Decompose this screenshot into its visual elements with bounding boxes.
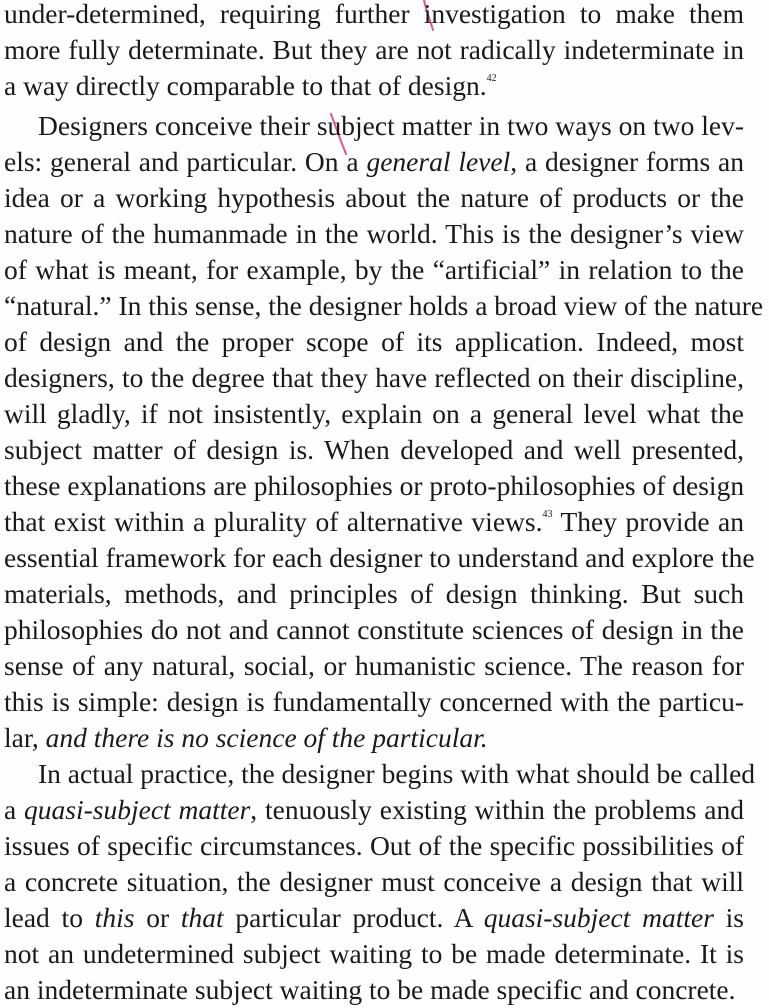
italic-phrase: quasi-subject matter [24,794,251,825]
text-run: this is simple: design is fundamentally concerned with the particu- [4,686,744,717]
text-line [4,792,744,828]
footnote-marker: 42 [486,73,497,84]
text-run: more fully determinate. But they are not radically indeterminate in [4,34,744,65]
text-line [38,756,756,792]
text-line [4,68,744,104]
text-line [4,972,744,1008]
text-line [4,828,744,864]
text-line [4,504,744,540]
text-run: of design and the proper scope of its application. Indeed, most [4,326,744,357]
text-run: or [134,902,181,933]
text-line [4,468,744,504]
text-line [4,396,744,432]
text-line [4,576,744,612]
text-run: issues of specific circumstances. Out of the specific possibilities of [4,830,744,861]
text-line [4,324,744,360]
text-run: essential framework for each designer to understand and explore the [4,542,755,573]
text-line [38,108,744,144]
text-run: materials, methods, and principles of design thinking. But such [4,578,744,609]
italic-phrase: and there is no science of the particular. [45,722,488,753]
text-run: a concrete situation, the designer must conceive a design that will [4,866,744,897]
text-line [4,180,744,216]
text-run: lar, [4,722,46,753]
text-run: lead to [4,902,95,933]
text-run: not an undetermined subject waiting to be made determinate. It is [4,938,744,969]
text-run: They provide an [552,506,744,537]
italic-phrase: quasi-subject matter [483,902,714,933]
text-run: Designers conceive their subject matter in two ways on two lev- [38,110,744,141]
italic-phrase: general level [366,146,511,177]
text-line [4,864,744,900]
text-line [4,360,744,396]
text-run: an indeterminate subject waiting to be made specific and concrete. [4,974,736,1005]
text-run: In actual practice, the designer begins with what should be called [38,758,756,789]
text-run: , a designer forms an [510,146,745,177]
text-line [4,0,744,32]
italic-phrase: that [180,902,224,933]
text-run: “natural.” In this sense, the designer holds a broad view of the nature [4,290,764,321]
text-run: nature of the humanmade in the world. This is the designer’s view [4,218,744,249]
text-run: sense of any natural, social, or humanistic science. The reason for [4,650,744,681]
text-run: , tenuously existing within the problems and [250,794,744,825]
text-run: that exist within a plurality of alternative views. [4,506,543,537]
text-line [4,900,744,936]
text-line [4,684,744,720]
text-line [4,648,744,684]
text-line [4,720,744,756]
text-line [4,432,744,468]
text-run: designers, to the degree that they have reflected on their discipline, [4,362,744,393]
text-line [4,144,744,180]
text-run: a way directly comparable to that of design. [4,70,487,101]
text-run: idea or a working hypothesis about the nature of products or the [4,182,744,213]
text-run: els: general and particular. On a [4,146,367,177]
text-line [4,216,744,252]
text-line [4,936,744,972]
text-line [4,540,755,576]
text-run: philosophies do not and cannot constitute sciences of design in the [4,614,744,645]
text-run: particular product. A [223,902,484,933]
text-run: these explanations are philosophies or proto-philosophies of design [4,470,745,501]
italic-phrase: this [94,902,135,933]
text-line [4,288,764,324]
text-run: subject matter of design is. When developed and well presented, [4,434,744,465]
text-run: under-determined, requiring further investigation to make them [4,0,744,29]
text-run: of what is meant, for example, by the “artificial” in relation to the [4,254,744,285]
text-run: a [4,794,25,825]
text-line [4,32,744,68]
text-run: will gladly, if not insistently, explain on a general level what the [4,398,744,429]
text-run: is [713,902,744,933]
footnote-marker: 43 [542,509,553,520]
text-line [4,252,744,288]
text-line [4,612,744,648]
